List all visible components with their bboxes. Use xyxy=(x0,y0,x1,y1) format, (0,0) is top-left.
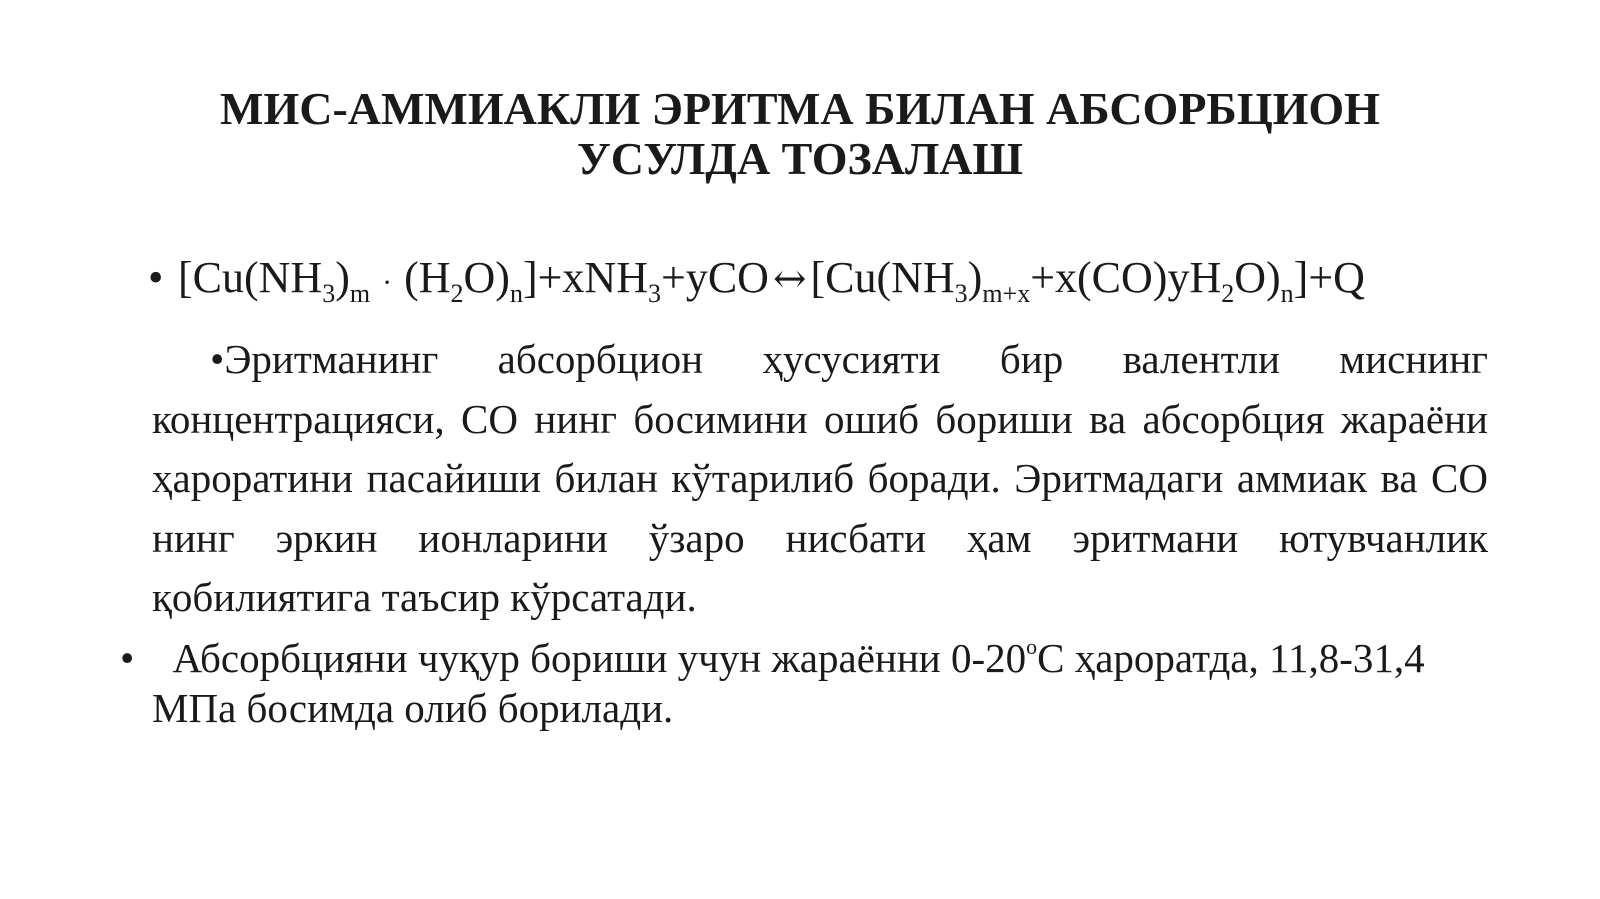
bullet-item xyxy=(120,633,1500,733)
eq-part: (H xyxy=(404,253,451,302)
middle-dot-icon: · xyxy=(382,266,393,299)
body-paragraph xyxy=(152,330,1488,628)
eq-part: [Cu(NH xyxy=(810,253,955,302)
paragraph-text: Эритманинг абсорбцион ҳусусияти бир валентли миснинг концентрацияси, СО нинг босимини ошиб бориши ва абсорбция жараёни ҳароратини пасайиши билан кўтарилиб боради. Эритмадаги аммиак ва СО нинг эркин ионларини ўзаро нисбати ҳам эритмани ютувчанлик қобилиятига таъсир кўрсатади. xyxy=(152,336,1488,620)
title-line-2: УСУЛДА ТОЗАЛАШ xyxy=(576,133,1024,184)
eq-subscript: n xyxy=(1280,279,1294,308)
bullet-item-text xyxy=(120,633,1500,733)
eq-part: [Cu(NH xyxy=(178,253,323,302)
eq-subscript: 2 xyxy=(1221,279,1235,308)
eq-part: O) xyxy=(463,253,510,302)
bullet-icon: • xyxy=(210,336,225,382)
eq-subscript: 3 xyxy=(322,279,336,308)
eq-subscript: 3 xyxy=(954,279,968,308)
eq-subscript: n xyxy=(509,279,523,308)
item-text-part: С ҳароратда, 11,8-31,4 МПа босимда олиб борилади. xyxy=(152,635,1425,731)
eq-subscript: 3 xyxy=(648,279,661,308)
eq-subscript: 2 xyxy=(450,279,464,308)
reversible-arrow-icon: ↔ xyxy=(772,256,807,302)
degree-superscript: о xyxy=(1026,634,1038,659)
eq-part: +yCO xyxy=(661,253,769,302)
eq-part: ) xyxy=(335,253,350,302)
title-line-1: МИС-АММИАКЛИ ЭРИТМА БИЛАН АБСОРБЦИОН xyxy=(220,83,1380,134)
eq-part: ]+Q xyxy=(1293,253,1365,302)
eq-part: ]+xNH xyxy=(522,253,648,302)
chemical-equation xyxy=(148,250,1478,311)
bullet-icon: • xyxy=(148,253,164,302)
eq-part: O) xyxy=(1234,253,1281,302)
slide-title xyxy=(0,84,1600,184)
eq-part: ) xyxy=(967,253,983,302)
eq-subscript: m+x xyxy=(982,279,1031,308)
eq-part: +x(CO)yH xyxy=(1030,253,1222,302)
bullet-icon: • xyxy=(120,635,135,681)
item-text-part: Абсорбцияни чуқур бориши учун жараённи 0-20 xyxy=(172,635,1027,681)
eq-subscript: m xyxy=(349,279,371,308)
